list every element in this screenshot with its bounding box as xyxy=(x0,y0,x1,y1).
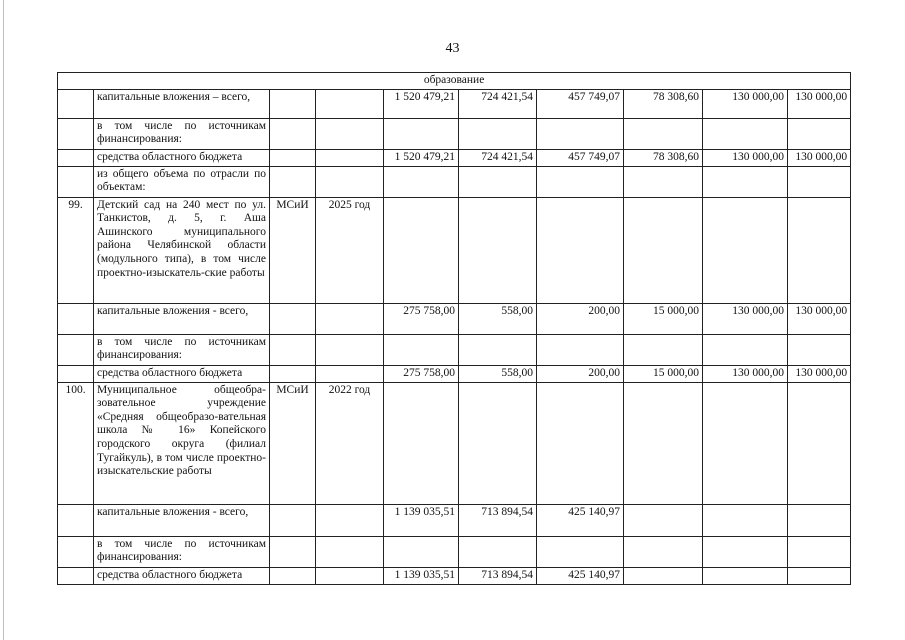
amount-col2-cell: 724 421,54 xyxy=(459,89,537,118)
amount-col6-cell xyxy=(788,118,851,149)
amount-total-cell: 1 520 479,21 xyxy=(384,149,459,166)
responsible-cell xyxy=(270,567,316,584)
responsible-cell xyxy=(270,365,316,382)
amount-col4-cell xyxy=(624,504,703,536)
responsible-cell xyxy=(270,536,316,567)
year-cell xyxy=(316,303,384,334)
table-row xyxy=(58,567,851,584)
amount-col6-cell xyxy=(788,334,851,365)
section-title: образование xyxy=(58,73,851,90)
object-name-cell: из общего объема по отрасли по объектам: xyxy=(94,166,270,197)
object-name-cell: Муниципальное общеобра-зовательное учреждение «Средняя общеобразо-вательная школа № 16» Копейского городского округа (филиал Тугайкуль), в том числе проектно-изыскательские работы xyxy=(94,382,270,504)
responsible-cell: МСиИ xyxy=(270,382,316,504)
amount-col2-cell xyxy=(459,197,537,303)
scan-edge-line xyxy=(3,0,4,640)
row-number-cell xyxy=(58,504,94,536)
amount-col4-cell xyxy=(624,334,703,365)
amount-col6-cell: 130 000,00 xyxy=(788,149,851,166)
row-number-cell xyxy=(58,334,94,365)
amount-col2-cell xyxy=(459,382,537,504)
amount-col5-cell xyxy=(703,197,788,303)
amount-col5-cell xyxy=(703,504,788,536)
year-cell xyxy=(316,567,384,584)
amount-col6-cell: 130 000,00 xyxy=(788,365,851,382)
amount-col6-cell xyxy=(788,382,851,504)
row-number-cell xyxy=(58,536,94,567)
responsible-cell xyxy=(270,303,316,334)
row-number-cell: 100. xyxy=(58,382,94,504)
amount-total-cell: 1 139 035,51 xyxy=(384,567,459,584)
amount-col5-cell xyxy=(703,536,788,567)
amount-col3-cell: 457 749,07 xyxy=(537,149,624,166)
year-cell xyxy=(316,118,384,149)
responsible-cell xyxy=(270,334,316,365)
table-row xyxy=(58,197,851,303)
row-number-cell xyxy=(58,166,94,197)
table-row xyxy=(58,89,851,118)
table-row xyxy=(58,504,851,536)
amount-total-cell xyxy=(384,334,459,365)
table-row xyxy=(58,118,851,149)
amount-col4-cell xyxy=(624,567,703,584)
amount-col2-cell xyxy=(459,536,537,567)
page-number: 43 xyxy=(445,41,460,56)
amount-col5-cell: 130 000,00 xyxy=(703,89,788,118)
amount-col3-cell xyxy=(537,118,624,149)
year-cell xyxy=(316,536,384,567)
table-row xyxy=(58,149,851,166)
row-number-cell xyxy=(58,89,94,118)
amount-col3-cell: 457 749,07 xyxy=(537,89,624,118)
amount-col2-cell xyxy=(459,118,537,149)
year-cell xyxy=(316,334,384,365)
amount-col2-cell xyxy=(459,334,537,365)
capital-investment-table xyxy=(57,72,851,585)
year-cell xyxy=(316,89,384,118)
amount-total-cell xyxy=(384,118,459,149)
amount-col3-cell: 200,00 xyxy=(537,365,624,382)
amount-col3-cell: 425 140,97 xyxy=(537,567,624,584)
amount-total-cell: 275 758,00 xyxy=(384,303,459,334)
amount-col3-cell xyxy=(537,166,624,197)
responsible-cell xyxy=(270,504,316,536)
object-name-cell: средства областного бюджета xyxy=(94,149,270,166)
amount-col6-cell xyxy=(788,166,851,197)
object-name-cell: средства областного бюджета xyxy=(94,365,270,382)
table-row xyxy=(58,334,851,365)
amount-col4-cell xyxy=(624,166,703,197)
responsible-cell xyxy=(270,166,316,197)
amount-col4-cell: 78 308,60 xyxy=(624,89,703,118)
amount-col5-cell xyxy=(703,334,788,365)
amount-col6-cell xyxy=(788,197,851,303)
amount-col5-cell xyxy=(703,567,788,584)
object-name-cell: в том числе по источникам финансирования: xyxy=(94,334,270,365)
year-cell: 2022 год xyxy=(316,382,384,504)
amount-col5-cell xyxy=(703,382,788,504)
table-row xyxy=(58,166,851,197)
amount-col3-cell xyxy=(537,382,624,504)
responsible-cell: МСиИ xyxy=(270,197,316,303)
amount-col2-cell: 558,00 xyxy=(459,303,537,334)
amount-col6-cell: 130 000,00 xyxy=(788,89,851,118)
year-cell xyxy=(316,149,384,166)
row-number-cell xyxy=(58,567,94,584)
object-name-cell: средства областного бюджета xyxy=(94,567,270,584)
object-name-cell: в том числе по источникам финансирования: xyxy=(94,536,270,567)
object-name-cell: капитальные вложения - всего, xyxy=(94,504,270,536)
amount-col6-cell xyxy=(788,536,851,567)
amount-col5-cell: 130 000,00 xyxy=(703,365,788,382)
year-cell: 2025 год xyxy=(316,197,384,303)
year-cell xyxy=(316,365,384,382)
amount-col6-cell xyxy=(788,567,851,584)
year-cell xyxy=(316,166,384,197)
row-number-cell xyxy=(58,303,94,334)
row-number-cell xyxy=(58,118,94,149)
amount-col4-cell xyxy=(624,118,703,149)
responsible-cell xyxy=(270,118,316,149)
object-name-cell: в том числе по источникам финансирования: xyxy=(94,118,270,149)
section-header-row xyxy=(58,73,851,90)
row-number-cell xyxy=(58,149,94,166)
amount-col3-cell xyxy=(537,197,624,303)
amount-total-cell xyxy=(384,197,459,303)
table-row xyxy=(58,536,851,567)
amount-col3-cell: 425 140,97 xyxy=(537,504,624,536)
amount-col4-cell: 15 000,00 xyxy=(624,365,703,382)
amount-total-cell xyxy=(384,536,459,567)
amount-col2-cell: 713 894,54 xyxy=(459,504,537,536)
amount-col2-cell: 558,00 xyxy=(459,365,537,382)
amount-col2-cell xyxy=(459,166,537,197)
amount-col6-cell xyxy=(788,504,851,536)
amount-col3-cell xyxy=(537,536,624,567)
object-name-cell: капитальные вложения – всего, xyxy=(94,89,270,118)
table-row xyxy=(58,365,851,382)
amount-col5-cell: 130 000,00 xyxy=(703,149,788,166)
row-number-cell xyxy=(58,365,94,382)
amount-col4-cell xyxy=(624,536,703,567)
amount-col5-cell: 130 000,00 xyxy=(703,303,788,334)
amount-col4-cell xyxy=(624,197,703,303)
amount-col4-cell: 15 000,00 xyxy=(624,303,703,334)
amount-col4-cell: 78 308,60 xyxy=(624,149,703,166)
row-number-cell: 99. xyxy=(58,197,94,303)
amount-col5-cell xyxy=(703,166,788,197)
object-name-cell: капитальные вложения - всего, xyxy=(94,303,270,334)
table-row xyxy=(58,303,851,334)
responsible-cell xyxy=(270,149,316,166)
amount-col5-cell xyxy=(703,118,788,149)
responsible-cell xyxy=(270,89,316,118)
amount-total-cell xyxy=(384,382,459,504)
amount-col4-cell xyxy=(624,382,703,504)
amount-col2-cell: 724 421,54 xyxy=(459,149,537,166)
table-row xyxy=(58,382,851,504)
amount-col6-cell: 130 000,00 xyxy=(788,303,851,334)
amount-col3-cell xyxy=(537,334,624,365)
year-cell xyxy=(316,504,384,536)
amount-total-cell: 1 520 479,21 xyxy=(384,89,459,118)
amount-total-cell: 1 139 035,51 xyxy=(384,504,459,536)
amount-col3-cell: 200,00 xyxy=(537,303,624,334)
amount-col2-cell: 713 894,54 xyxy=(459,567,537,584)
object-name-cell: Детский сад на 240 мест по ул. Танкистов, д. 5, г. Аша Ашинского муниципального района Челябинской области (модульного типа), в том числе проектно-изыскатель-ские работы xyxy=(94,197,270,303)
amount-total-cell xyxy=(384,166,459,197)
amount-total-cell: 275 758,00 xyxy=(384,365,459,382)
